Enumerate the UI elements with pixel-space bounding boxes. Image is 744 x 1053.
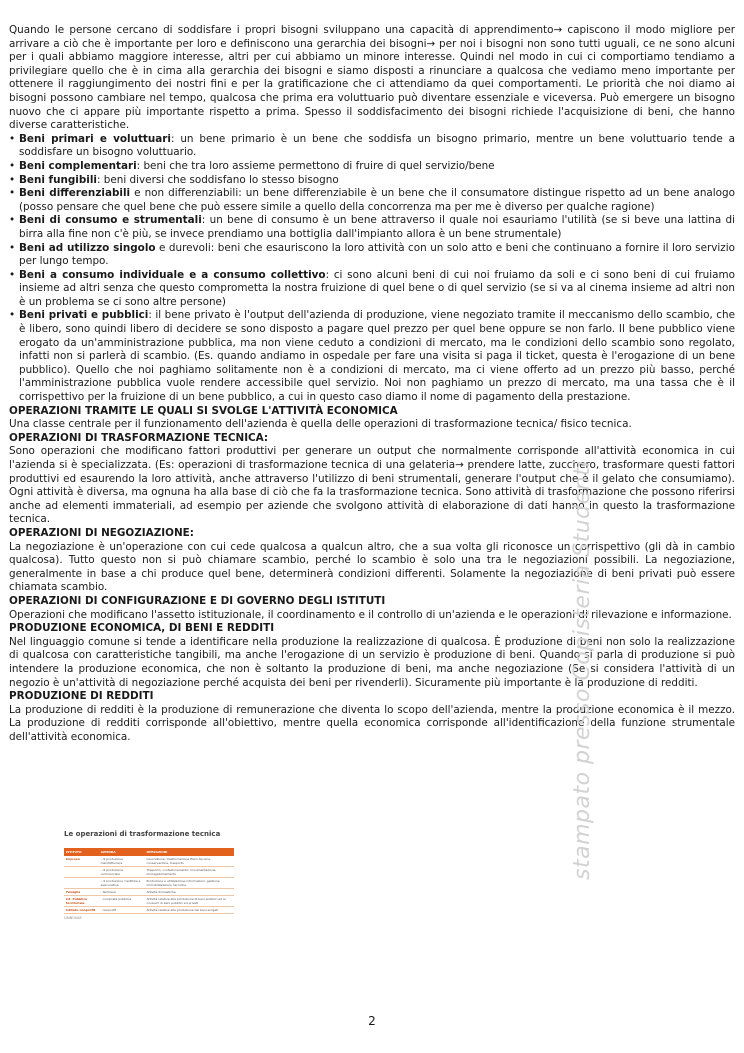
figure-table-cell: Produzione e utilizzazione informazioni, gestione immobilizzazioni, tecniche xyxy=(145,878,234,889)
section-body: Sono operazioni che modificano fattori produttivi per generare un output che normalmente corrisponde all'attività economica in cui l'azienda si è specializzata. (Es: operazioni di trasformazione tecnica di una gelateria→ prendere latte, zucchero, trasformare questi fattori produttivi ed esaurendo la loro attività, anche attraverso l'utilizzo di beni strumentali, generare l'output che è il gelato che consumiamo). Ogni attività è diversa, ma ognuna ha alla base di ciò che fa la trasformazione tecnica. Sono attività di trasformazione che possono riferirsi anche ad elementi immateriali, ad esempio per aziende che svolgono attività di elaborazione di dati hanno in questo la trasformazione tecnica. xyxy=(9,445,735,526)
beni-description: e non differenziabili: un bene differenziabile è un bene che il consumatore distingue rispetto ad un bene analogo (posso pensare che quel bene che può essere simile a quello della concorrenza ma per me è diverso per qualche ragione) xyxy=(19,187,735,213)
beni-description: : beni diversi che soddisfano lo stesso bisogno xyxy=(96,173,339,186)
figure-table-cell: Trasporto, confezionamento, movimentazione, immagazzinamento xyxy=(145,867,234,878)
figure-header-cell: OPERAZIONI xyxy=(145,848,234,856)
beni-list-item xyxy=(9,160,735,174)
figure-table-cell: - familiare xyxy=(99,889,145,896)
figure-table-cell: Attività relative alla produzione di beni pubblici ed ai consumi di beni pubblici ed privati xyxy=(145,896,234,907)
beni-description: : il bene privato è l'output dell'azienda di produzione, viene negoziato tramite il meccanismo dello scambio, che è libero, sono quindi libero di decidere se sono disposto a pagare quel prezzo per quel bene oppure se non farlo. Il bene pubblico viene erogato da un'amministrazione pubblica, ma non viene ceduto a condizioni di mercato, ma le condizioni dello scambio sono regolato, infatti non si parlerà di scambio. (Es. quando andiamo in ospedale per fare una visita si paga il ticket, questa è l'erogazione di un bene pubblico). Quello che noi paghiamo solitamente non è a condizioni di mercato, ma ci viene offerto ad un prezzo più basso, perché l'amministrazione pubblica vuole rendere accessibile quel servizio. Noi non paghiamo un prezzo di mercato, ma una tassa che è il corrispettivo per la fruizione di un bene pubblico, a cui in questo caso diamo il nome di pagamento della prestazione. xyxy=(19,309,735,404)
figure-header-row xyxy=(64,848,234,856)
beni-description: : beni che tra loro assieme permettono di fruire di quel servizio/bene xyxy=(136,159,495,172)
figure-table-cell xyxy=(64,867,99,878)
section-body: Una classe centrale per il funzionamento dell'azienda è quella delle operazioni di trasformazione tecnica/ fisico tecnica. xyxy=(9,418,632,431)
figure-table-cell xyxy=(64,878,99,889)
page-number: 2 xyxy=(368,1014,376,1028)
beni-list-item xyxy=(9,187,735,214)
beni-list-item xyxy=(9,269,735,310)
figure-table-cell: Ist. Pubblica territoriale xyxy=(64,896,99,907)
figure-table-cell: - di produzione creditizia e assicurativa xyxy=(99,878,145,889)
figure-table-row xyxy=(64,896,234,907)
beni-description: e durevoli: beni che esauriscono la loro attività con un solo atto e beni che continuano a fornire il loro servizio per lungo tempo. xyxy=(19,241,735,268)
beni-list-item xyxy=(9,174,735,188)
figure-footer: LINNOVAE xyxy=(64,916,82,920)
beni-list-item xyxy=(9,214,735,241)
beni-term: Beni primari e voluttuari xyxy=(19,132,171,145)
beni-term: Beni complementari xyxy=(19,159,137,172)
beni-term: Beni ad utilizzo singolo xyxy=(19,241,156,254)
beni-description: : ci sono alcuni beni di cui noi fruiamo da soli e ci sono beni di cui fruiamo insieme ad altri senza che questo comprometta la nostra fruizione di quel bene o di quel servizio (se si va al cinema insieme ad altri non è un problema se ci sono altre persone) xyxy=(19,268,735,308)
section-body: La produzione di redditi è la produzione di remunerazione che diventa lo scopo dell'azienda, mentre la produzione economica è il mezzo. La produzione di redditi corrisponde all'obiettivo, mentre quella economica corrisponde all'identificazione della funzione strumentale dell'attività economica. xyxy=(9,703,735,743)
figure-table-cell: - composta pubblica xyxy=(99,896,145,907)
document-body xyxy=(9,24,735,744)
beni-description: : un bene primario è un bene che soddisfa un bisogno primario, mentre un bene voluttuario tende a soddisfare un bisogno voluttuario. xyxy=(19,132,735,159)
beni-term: Beni differenziabili xyxy=(19,187,131,200)
figure-table-cell: - di produzione manifatturiera xyxy=(99,856,145,867)
figure-table-row xyxy=(64,867,234,878)
section-heading: OPERAZIONI DI TRASFORMAZIONE TECNICA: xyxy=(9,431,269,444)
intro-paragraph: Quando le persone cercano di soddisfare i propri bisogni sviluppano una capacità di apprendimento→ capiscono il modo migliore per arrivare a ciò che è importante per loro e definiscono una gerarchia dei bisogni→ per noi i bisogni non sono tutti uguali, ce ne sono alcuni per i quali abbiamo maggiore interesse, altri per cui abbiamo un minore interesse. Quindi nel modo in cui ci comportiamo tendiamo a privilegiare quello che è in cima alla gerarchia dei bisogni e siamo disposti a rinunciare a qualcosa che vediamo meno importante per ottenere il raggiungimento dei nostri fini e per la gratificazione che ci attendiamo da quei comportamenti. Le priorità che noi diamo ai bisogni possono cambiare nel tempo, qualcosa che prima era voluttuario può diventare essenziale e viceversa. Può emergere un bisogno nuovo che ci appare più importante rispetto a prima. Spesso il soddisfacimento dei bisogni richiede l'acquisizione di beni, che hanno diverse caratteristiche. xyxy=(9,24,735,132)
figure-table-row xyxy=(64,889,234,896)
section-body: Operazioni che modificano l'assetto istituzionale, il coordinamento e il controllo di un'azienda e le operazioni di rilevazione e informazione. xyxy=(9,608,732,621)
figure-table-cell: - di produzione commerciale xyxy=(99,867,145,878)
figure-table-row xyxy=(64,907,234,914)
section-heading: PRODUZIONE ECONOMICA, DI BENI E REDDITI xyxy=(9,622,275,635)
figure-table xyxy=(64,848,234,914)
figure-table-cell: Attività domestiche xyxy=(145,889,234,896)
figure-table-row xyxy=(64,878,234,889)
figure-table-cell: Impresa xyxy=(64,856,99,867)
figure-table-cell: - nonprofit xyxy=(99,907,145,914)
beni-list-item xyxy=(9,133,735,160)
figure-table-row xyxy=(64,856,234,867)
section-heading: OPERAZIONI DI NEGOZIAZIONE: xyxy=(9,526,194,539)
beni-list xyxy=(9,133,735,405)
figure-title: Le operazioni di trasformazione tecnica xyxy=(64,830,221,838)
beni-term: Beni fungibili xyxy=(19,173,97,186)
beni-term: Beni di consumo e strumentali xyxy=(19,214,202,227)
sections xyxy=(9,405,735,745)
figure-header-cell: ISTITUTO xyxy=(64,848,99,856)
section-body: La negoziazione è un'operazione con cui cede qualcosa a qualcun altro, che a sua volta gli riconosce un corrispettivo (gli dà in cambio qualcosa). Tutto questo non si può chiamare scambio, perché lo scambio è solo una tra le negoziazioni possibili. La negoziazione, generalmente in base a chi produce quel bene, determinerà condizioni differenti. Solamente la negoziazione di beni privati può essere chiamata scambio. xyxy=(9,540,735,594)
beni-description: : un bene di consumo è un bene attraverso il quale noi esauriamo l'utilità (se si beve una lattina di birra alla fine non c'è più, se invece prendiamo una bottiglia dall'impianto allora è un bene strumentale) xyxy=(19,214,735,240)
beni-list-item xyxy=(9,242,735,269)
figure-table-cell: Lavorazione, trasformazione fisico-tecnica, conservazione, trasporto xyxy=(145,856,234,867)
section-heading: PRODUZIONE DI REDDITI xyxy=(9,690,154,703)
watermark-text: stampato presso Copisteria Studenti xyxy=(570,460,595,880)
section-heading: OPERAZIONI TRAMITE LE QUALI SI SVOLGE L'ATTIVITÀ ECONOMICA xyxy=(9,404,398,417)
figure-table-cell: Famiglia xyxy=(64,889,99,896)
section-body: Nel linguaggio comune si tende a identificare nella produzione la realizzazione di qualcosa. È produzione di beni non solo la realizzazione di qualcosa con caratteristiche tangibili, ma anche l'erogazione di un servizio è produzione di beni. Quando si parla di produzione si può intendere la produzione economica, che non è soltanto la produzione di beni, ma anche negoziazione (Se si considera l'attività di un negozio è un'attività di negoziazione perché acquista dei beni per rivenderli). Sicuramente più importante è la produzione di redditi. xyxy=(9,635,735,689)
beni-term: Beni a consumo individuale e a consumo collettivo xyxy=(19,268,326,281)
figure-header-cell: AZIENDA xyxy=(99,848,145,856)
figure-table-cell: Attività relative alla produzione dei beni erogati xyxy=(145,907,234,914)
section-heading: OPERAZIONI DI CONFIGURAZIONE E DI GOVERNO DEGLI ISTITUTI xyxy=(9,594,386,607)
figure-table-cell: Istituto nonprofit xyxy=(64,907,99,914)
beni-list-item xyxy=(9,309,735,404)
beni-term: Beni privati e pubblici xyxy=(19,309,149,322)
figure-image xyxy=(64,830,242,920)
